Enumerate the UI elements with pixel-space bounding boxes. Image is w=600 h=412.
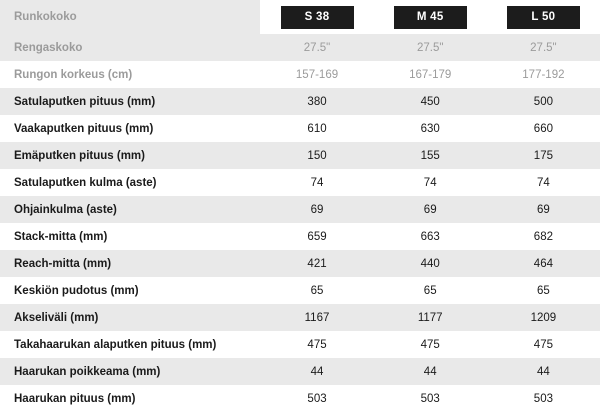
header-size-cell-2 xyxy=(374,0,487,34)
row-value: 65 xyxy=(374,277,487,304)
row-label: Reach-mitta (mm) xyxy=(0,250,260,277)
table-row xyxy=(0,34,600,61)
row-value: 475 xyxy=(374,331,487,358)
table-row xyxy=(0,142,600,169)
row-label: Haarukan poikkeama (mm) xyxy=(0,358,260,385)
row-value: 69 xyxy=(260,196,373,223)
row-label: Ohjainkulma (aste) xyxy=(0,196,260,223)
row-value: 69 xyxy=(487,196,600,223)
row-label: Satulaputken pituus (mm) xyxy=(0,88,260,115)
table-row xyxy=(0,304,600,331)
header-label-cell: Runkokoko xyxy=(0,0,260,34)
row-label: Keskiön pudotus (mm) xyxy=(0,277,260,304)
row-label: Emäputken pituus (mm) xyxy=(0,142,260,169)
table-row xyxy=(0,115,600,142)
table-row xyxy=(0,250,600,277)
header-size-cell-1 xyxy=(260,0,373,34)
table-row xyxy=(0,88,600,115)
row-value: 660 xyxy=(487,115,600,142)
row-label: Rengaskoko xyxy=(0,34,260,61)
row-value: 503 xyxy=(487,385,600,412)
row-value: 1177 xyxy=(374,304,487,331)
row-label: Takahaarukan alaputken pituus (mm) xyxy=(0,331,260,358)
table-header xyxy=(0,0,600,34)
row-value: 503 xyxy=(374,385,487,412)
row-value: 421 xyxy=(260,250,373,277)
row-value: 74 xyxy=(374,169,487,196)
row-value: 177-192 xyxy=(487,61,600,88)
size-badge-m45: M 45 xyxy=(394,6,467,29)
row-value: 175 xyxy=(487,142,600,169)
row-value: 503 xyxy=(260,385,373,412)
row-label: Vaakaputken pituus (mm) xyxy=(0,115,260,142)
row-value: 440 xyxy=(374,250,487,277)
row-value: 157-169 xyxy=(260,61,373,88)
size-badge-s38: S 38 xyxy=(281,6,354,29)
table-row xyxy=(0,385,600,412)
table-row xyxy=(0,61,600,88)
row-value: 167-179 xyxy=(374,61,487,88)
table-row xyxy=(0,196,600,223)
row-label: Akseliväli (mm) xyxy=(0,304,260,331)
row-value: 44 xyxy=(374,358,487,385)
row-value: 500 xyxy=(487,88,600,115)
row-value: 682 xyxy=(487,223,600,250)
row-value: 27.5" xyxy=(260,34,373,61)
row-value: 65 xyxy=(260,277,373,304)
row-value: 1167 xyxy=(260,304,373,331)
size-badge-l50: L 50 xyxy=(507,6,580,29)
header-size-cell-3 xyxy=(487,0,600,34)
row-label: Satulaputken kulma (aste) xyxy=(0,169,260,196)
row-value: 44 xyxy=(487,358,600,385)
table-row xyxy=(0,331,600,358)
row-value: 74 xyxy=(260,169,373,196)
table-row xyxy=(0,169,600,196)
row-value: 663 xyxy=(374,223,487,250)
table-body xyxy=(0,34,600,412)
row-value: 630 xyxy=(374,115,487,142)
row-value: 65 xyxy=(487,277,600,304)
table-row xyxy=(0,223,600,250)
row-value: 44 xyxy=(260,358,373,385)
row-value: 150 xyxy=(260,142,373,169)
row-value: 475 xyxy=(487,331,600,358)
row-value: 74 xyxy=(487,169,600,196)
header-row xyxy=(0,0,600,34)
row-label: Stack-mitta (mm) xyxy=(0,223,260,250)
row-value: 1209 xyxy=(487,304,600,331)
row-value: 610 xyxy=(260,115,373,142)
row-value: 659 xyxy=(260,223,373,250)
row-value: 27.5" xyxy=(374,34,487,61)
row-value: 69 xyxy=(374,196,487,223)
row-label: Haarukan pituus (mm) xyxy=(0,385,260,412)
row-value: 450 xyxy=(374,88,487,115)
row-value: 475 xyxy=(260,331,373,358)
row-value: 155 xyxy=(374,142,487,169)
row-value: 464 xyxy=(487,250,600,277)
table-row xyxy=(0,277,600,304)
row-label: Rungon korkeus (cm) xyxy=(0,61,260,88)
row-value: 380 xyxy=(260,88,373,115)
table-row xyxy=(0,358,600,385)
row-value: 27.5" xyxy=(487,34,600,61)
